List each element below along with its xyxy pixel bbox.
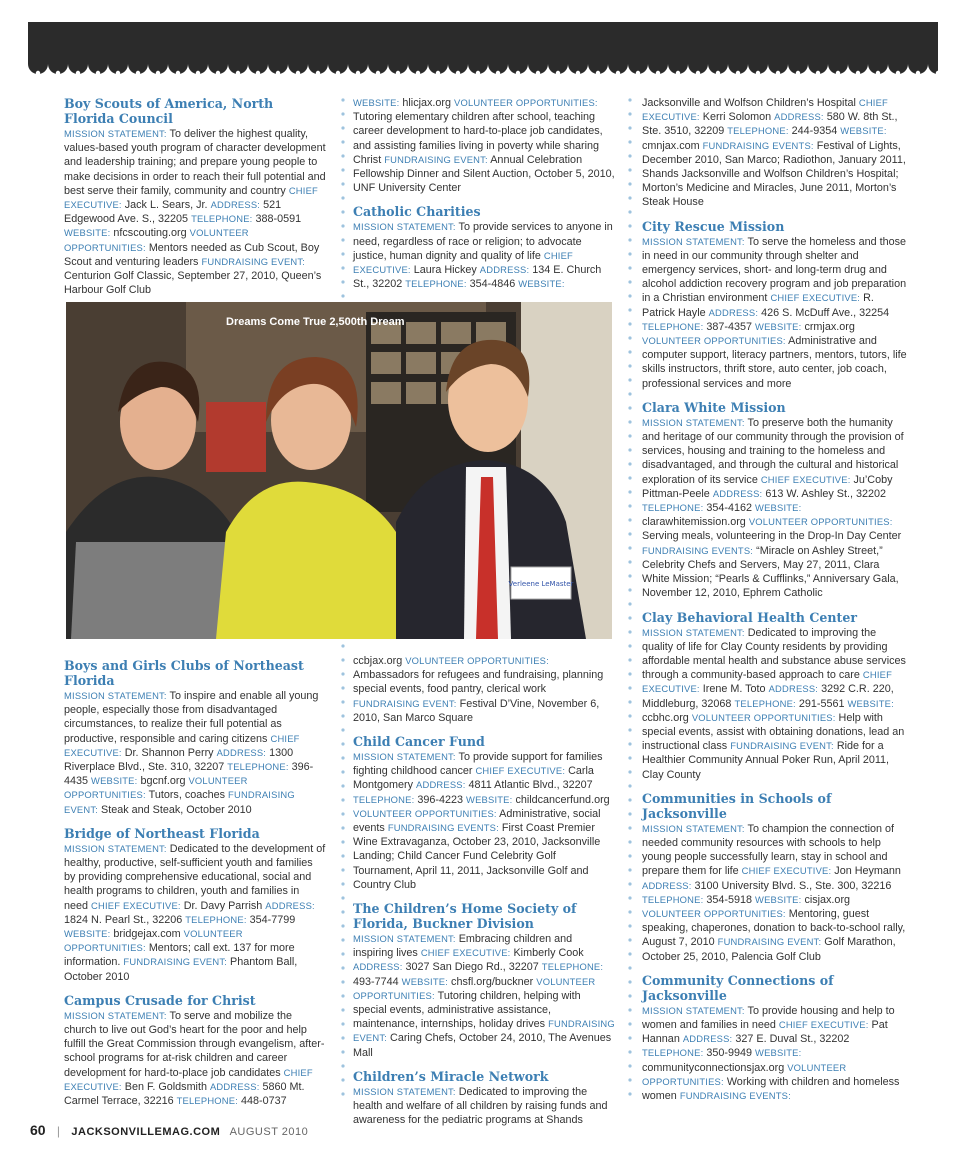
field-label: CHIEF EXECUTIVE:	[760, 473, 851, 485]
field-value: 244-9354	[791, 125, 838, 138]
directory-entry	[353, 96, 615, 195]
field-label: FUNDRAISING EVENT:	[353, 1018, 615, 1044]
field-value: Dr. Davy Parrish	[183, 899, 263, 912]
field-label: MISSION STATEMENT:	[64, 842, 167, 854]
field-value: Dedicated to improving the quality of life for Clay County residents by providing affordable mental health and substance abuse services through a community-based approach to care	[642, 626, 906, 682]
field-value: bgcnf.org	[140, 775, 186, 788]
field-value: 580 W. 8th St., Ste. 3510, 32209	[642, 111, 898, 138]
field-label: MISSION STATEMENT:	[353, 933, 456, 945]
field-label: TELEPHONE:	[185, 913, 247, 925]
field-value: 327 E. Duval St., 32202	[735, 1033, 850, 1046]
entry-body	[642, 96, 907, 210]
field-value: 5860 Mt. Carmel Terrace, 32216	[64, 1080, 305, 1108]
field-value: chsfl.org/buckner	[451, 975, 534, 988]
field-value: Golf Marathon, October 25, 2010, Palencia Golf Club	[642, 936, 896, 963]
field-value: 291-5561	[798, 697, 845, 710]
field-value: Irene M. Toto	[702, 683, 766, 696]
field-value: To preserve both the humanity and heritage of our community through the provision of services, housing and training to the homeless and disadvantaged, and through the cultural and historical exploration of its service	[642, 416, 904, 486]
entry-title: Children’s Miracle Network	[353, 1068, 549, 1084]
field-label: VOLUNTEER OPPORTUNITIES:	[691, 711, 836, 723]
field-label: TELEPHONE:	[541, 961, 604, 973]
field-label: MISSION STATEMENT:	[642, 416, 745, 428]
field-label: ADDRESS:	[210, 199, 261, 211]
column-2-top	[353, 96, 615, 300]
field-label: MISSION STATEMENT:	[642, 626, 745, 638]
field-label: TELEPHONE:	[642, 320, 704, 332]
field-label: VOLUNTEER OPPORTUNITIES:	[64, 928, 243, 954]
entry-title: Child Cancer Fund	[353, 734, 485, 750]
field-label: FUNDRAISING EVENTS:	[679, 1089, 791, 1101]
field-value: Laura Hickey	[413, 264, 477, 277]
field-label: TELEPHONE:	[191, 213, 253, 225]
field-label: CHIEF EXECUTIVE:	[353, 249, 573, 276]
field-value: cisjax.org	[804, 893, 851, 906]
entry-title: The Children’s Home Society of Florida, Buckner Division	[353, 901, 577, 932]
entry-title: Communities in Schools of Jacksonville	[642, 790, 832, 821]
column-3	[642, 96, 907, 1112]
field-value: Administrative, social events	[353, 807, 601, 835]
field-label: CHIEF EXECUTIVE:	[778, 1018, 869, 1030]
field-value: 426 S. McDuff Ave., 32254	[761, 306, 890, 319]
field-label: FUNDRAISING EVENT:	[64, 789, 295, 815]
field-value: ccbhc.org	[642, 711, 689, 724]
field-label: ADDRESS:	[209, 1080, 260, 1092]
field-value: 448-0737	[241, 1095, 287, 1108]
field-label: FUNDRAISING EVENT:	[123, 956, 228, 968]
field-label: TELEPHONE:	[734, 697, 796, 709]
issue-date: AUGUST 2010	[229, 1126, 309, 1138]
entry-body	[642, 822, 907, 964]
photo-illustration	[66, 302, 612, 639]
event-photo	[66, 302, 612, 639]
field-label: WEBSITE:	[755, 1047, 802, 1059]
field-value: Kimberly Cook	[513, 947, 584, 960]
field-label: WEBSITE:	[518, 278, 565, 290]
field-label: VOLUNTEER OPPORTUNITIES:	[454, 97, 598, 108]
field-label: WEBSITE:	[353, 97, 400, 108]
field-label: TELEPHONE:	[727, 125, 789, 137]
field-label: ADDRESS:	[216, 746, 267, 758]
field-value: Ride for a Healthier Community Annual Poker Run, April 2011, Clay County	[642, 740, 890, 781]
field-value: 1300 Riverplace Blvd., Ste. 310, 32207	[64, 746, 294, 774]
directory-entry	[64, 826, 326, 984]
field-value: To serve and mobilize the church to live out God’s heart for the poor and help fulfill the Great Commission through evangelism, after-school programs for at-risk children and career development for hard-to-place job candidates	[64, 1009, 325, 1079]
entry-body	[642, 235, 907, 391]
field-value: Tutoring elementary children after school, teaching career development to hard-to-place job candidates, and assisting families living in poverty while sharing Christ	[353, 111, 603, 166]
directory-entry	[64, 993, 326, 1108]
field-value: To provide support for families fighting childhood cancer	[353, 751, 603, 778]
field-value: 521 Edgewood Ave. S., 32205	[64, 199, 282, 226]
field-value: 1824 N. Pearl St., 32206	[64, 913, 183, 926]
field-label: MISSION STATEMENT:	[64, 690, 167, 701]
field-value: Ambassadors for refugees and fundraising, planning special events, food pantry, clerical work	[353, 669, 604, 696]
field-label: VOLUNTEER OPPORTUNITIES:	[405, 655, 549, 666]
field-value: clarawhitemission.org	[642, 516, 746, 529]
field-label: FUNDRAISING EVENTS:	[387, 822, 499, 834]
field-label: WEBSITE:	[64, 928, 111, 940]
field-value: Caring Chefs, October 24, 2010, The Avenues Mall	[353, 1032, 612, 1059]
field-value: Steak and Steak, October 2010	[101, 803, 252, 816]
directory-entry	[642, 610, 907, 782]
field-label: CHIEF EXECUTIVE:	[64, 184, 318, 211]
field-value: 354-4846	[469, 278, 516, 291]
field-value: Kerri Solomon	[702, 111, 772, 124]
field-label: TELEPHONE:	[227, 761, 289, 773]
entry-body	[642, 1004, 907, 1103]
directory-entry	[642, 791, 907, 964]
field-label: CHIEF EXECUTIVE:	[91, 899, 181, 911]
field-value: Dedicated to the development of healthy, productive, self-sufficient youth and families by providing comprehensive educational, social and health programs to children, youth and families in need	[64, 842, 326, 912]
entry-title: City Rescue Mission	[642, 218, 785, 234]
field-label: WEBSITE:	[840, 125, 887, 137]
field-label: CHIEF EXECUTIVE:	[64, 732, 300, 758]
entry-title: Clay Behavioral Health Center	[642, 609, 857, 625]
field-value: 350-9949	[706, 1047, 753, 1060]
field-label: VOLUNTEER OPPORTUNITIES:	[353, 975, 596, 1001]
field-label: TELEPHONE:	[405, 278, 467, 290]
entry-body	[64, 1009, 326, 1108]
entry-title: Boy Scouts of America, North Florida Council	[64, 96, 274, 126]
field-label: ADDRESS:	[416, 779, 466, 791]
entry-body	[642, 416, 907, 601]
field-label: MISSION STATEMENT:	[642, 1004, 745, 1016]
field-label: CHIEF EXECUTIVE:	[64, 1066, 313, 1092]
field-value: 493-7744	[353, 975, 399, 988]
field-value: 354-7799	[249, 913, 296, 926]
directory-entry	[353, 1069, 615, 1128]
field-label: MISSION STATEMENT:	[642, 235, 745, 247]
field-label: MISSION STATEMENT:	[64, 128, 167, 139]
field-value: 354-4162	[706, 502, 753, 515]
entry-body	[642, 626, 907, 782]
field-value: 396-4223	[417, 793, 464, 806]
entry-body	[64, 689, 326, 817]
field-label: MISSION STATEMENT:	[353, 1085, 456, 1097]
field-label: ADDRESS:	[712, 487, 763, 499]
entry-body	[353, 750, 615, 892]
field-label: ADDRESS:	[265, 899, 315, 911]
field-value: Jack L. Sears, Jr.	[124, 199, 208, 212]
entry-title: Boys and Girls Clubs of Northeast Florida	[64, 658, 304, 688]
entry-title: Catholic Charities	[353, 204, 481, 220]
field-value: R. Patrick Hayle	[642, 292, 874, 319]
field-value: Jon Heymann	[834, 865, 901, 878]
field-label: VOLUNTEER OPPORTUNITIES:	[642, 335, 786, 347]
field-value: Serving meals, volunteering in the Drop-In Day Center	[642, 530, 902, 543]
directory-entry	[353, 204, 615, 291]
directory-entry	[353, 901, 615, 1060]
name-badge-text: Verleene LeMaster	[508, 580, 574, 588]
field-label: WEBSITE:	[755, 893, 802, 905]
field-value: Annual Celebration Fellowship Dinner and Silent Auction, October 5, 2010, UNF University Center	[353, 153, 615, 195]
field-value: Festival D’Vine, November 6, 2010, San Marco Square	[353, 697, 600, 724]
field-label: WEBSITE:	[91, 775, 138, 787]
field-value: Administrative and computer support, literacy partners, mentors, tutors, life skills instructors, thrift store, auto center, job coach, professional services and more	[642, 335, 907, 390]
photo-caption: Dreams Come True 2,500th Dream	[226, 316, 405, 328]
field-value: Centurion Golf Classic, September 27, 2010, Queen’s Harbour Golf Club	[64, 270, 322, 297]
field-value: cmnjax.com	[642, 139, 700, 152]
column-1-bottom	[64, 658, 326, 1117]
field-label: MISSION STATEMENT:	[353, 751, 456, 763]
field-value: To champion the connection of needed community resources with schools to help young people successfully learn, stay in school and prepare them for life	[642, 822, 895, 878]
field-value: Pat Hannan	[642, 1018, 888, 1046]
entry-body	[64, 127, 326, 297]
field-value: nfcscouting.org	[113, 227, 187, 240]
field-value: Mentors; call ext. 137 for more information.	[64, 942, 295, 969]
field-label: WEBSITE:	[466, 793, 513, 805]
field-label: VOLUNTEER OPPORTUNITIES:	[64, 775, 248, 801]
field-value: crmjax.org	[804, 320, 855, 333]
entry-body	[353, 932, 615, 1060]
directory-entry	[642, 219, 907, 391]
field-label: CHIEF EXECUTIVE:	[770, 292, 861, 304]
field-label: TELEPHONE:	[353, 793, 415, 805]
field-value: Tutoring children, helping with special events, administrative assistance, maintenance, internships, holiday drives	[353, 989, 581, 1031]
field-label: FUNDRAISING EVENT:	[717, 936, 822, 948]
field-value: 3100 University Blvd. S., Ste. 300, 32216	[694, 879, 892, 892]
field-value: 387-4357	[706, 320, 753, 333]
scalloped-border	[28, 64, 938, 84]
entry-title: Community Connections of Jacksonville	[642, 972, 834, 1003]
field-label: ADDRESS:	[708, 306, 759, 318]
field-label: FUNDRAISING EVENT:	[353, 697, 457, 709]
field-value: 3027 San Diego Rd., 32207	[405, 961, 539, 974]
field-value: To provide services to anyone in need, regardless of race or religion; to advocate justice, human dignity and quality of life	[353, 221, 613, 262]
entry-body	[353, 96, 615, 195]
entry-title: Campus Crusade for Christ	[64, 992, 256, 1008]
field-value: hlicjax.org	[402, 97, 452, 109]
field-label: FUNDRAISING EVENTS:	[702, 139, 814, 151]
field-value: Jacksonville and Wolfson Children’s Hospital	[642, 97, 856, 109]
field-label: VOLUNTEER OPPORTUNITIES:	[353, 807, 497, 819]
field-value: childcancerfund.org	[515, 793, 610, 806]
entry-title: Clara White Mission	[642, 399, 786, 415]
entry-title: Bridge of Northeast Florida	[64, 825, 260, 841]
field-label: TELEPHONE:	[642, 893, 704, 905]
field-label: TELEPHONE:	[642, 502, 704, 514]
field-value: 4811 Atlantic Blvd., 32207	[468, 779, 593, 792]
field-label: WEBSITE:	[755, 502, 802, 514]
field-label: ADDRESS:	[642, 879, 692, 891]
field-value: 354-5918	[706, 893, 753, 906]
field-value: 3292 C.R. 220, Middleburg, 32068	[642, 683, 894, 710]
field-label: VOLUNTEER OPPORTUNITIES:	[642, 1061, 847, 1087]
field-label: ADDRESS:	[479, 264, 530, 276]
field-label: FUNDRAISING EVENT:	[384, 153, 488, 165]
field-value: First Coast Premier Wine Extravaganza, October 23, 2010, Jacksonville Landing; Child Cancer Fund Celebrity Golf Tournament, April 11, 2011, Jacksonville Golf and Country Club	[353, 822, 601, 891]
directory-entry	[64, 658, 326, 817]
field-label: CHIEF EXECUTIVE:	[642, 97, 888, 123]
field-value: To deliver the highest quality, values-based youth program of character development and leadership training; and prepare young people to make decisions in order to reach their full potential and best serve their family, community and country	[64, 128, 326, 197]
field-value: Dr. Shannon Perry	[124, 746, 214, 759]
page-number: 60	[30, 1122, 46, 1138]
field-value: Ju’Coby Pittman-Peele	[642, 473, 893, 500]
field-label: MISSION STATEMENT:	[64, 1009, 167, 1021]
directory-entry	[642, 400, 907, 601]
entry-body	[353, 1085, 615, 1128]
field-value: 134 E. Church St., 32202	[353, 264, 602, 291]
column-1-top	[64, 96, 326, 306]
field-label: ADDRESS:	[682, 1033, 733, 1045]
field-value: Carla Montgomery	[353, 765, 594, 792]
field-label: WEBSITE:	[755, 320, 802, 332]
field-value: Help with special events, assist with obtaining donations, lead an instructional class	[642, 711, 905, 753]
field-label: VOLUNTEER OPPORTUNITIES:	[748, 516, 893, 528]
field-label: CHIEF EXECUTIVE:	[642, 669, 892, 695]
field-value: bridgejax.com	[113, 928, 181, 941]
field-value: Mentors needed as Cub Scout, Boy Scout and venturing leaders	[64, 241, 320, 268]
field-label: ADDRESS:	[768, 683, 819, 695]
directory-entry	[64, 96, 326, 297]
page-footer	[30, 1122, 308, 1138]
entry-body	[64, 842, 326, 984]
field-value: 388-0591	[255, 213, 302, 226]
footer-separator: |	[56, 1124, 61, 1138]
field-label: TELEPHONE:	[176, 1095, 239, 1107]
field-value: To inspire and enable all young people, especially those from disadvantaged circumstances, to realize their full potential as productive, responsible and caring citizens	[64, 690, 319, 745]
field-label: WEBSITE:	[64, 227, 111, 239]
field-value: Embracing children and inspiring lives	[353, 933, 573, 960]
field-label: CHIEF EXECUTIVE:	[741, 865, 832, 877]
field-value: Working with children and homeless women	[642, 1075, 900, 1102]
field-label: CHIEF EXECUTIVE:	[475, 765, 566, 777]
field-label: WEBSITE:	[847, 697, 894, 709]
field-label: FUNDRAISING EVENTS:	[642, 544, 754, 556]
field-label: CHIEF EXECUTIVE:	[420, 947, 511, 959]
field-label: TELEPHONE:	[642, 1047, 704, 1059]
field-label: FUNDRAISING EVENT:	[201, 255, 306, 267]
column-2-bottom	[353, 654, 615, 1136]
directory-entry	[353, 654, 615, 725]
field-label: ADDRESS:	[774, 111, 824, 123]
field-value: Mentoring, guest speaking, chaperones, donation to back-to-school rally, August 7, 2010	[642, 907, 906, 949]
field-value: Phantom Ball, October 2010	[64, 956, 298, 983]
directory-entry	[353, 734, 615, 892]
directory-entry	[642, 973, 907, 1103]
field-label: VOLUNTEER OPPORTUNITIES:	[642, 907, 786, 919]
field-value: 613 W. Ashley St., 32202	[765, 487, 887, 500]
field-value: Festival of Lights, December 2010, San Marco; Radiothon, January 2011, Shands Jacksonville and Wolfson Children’s Hospital; Morton’s Medicine and Miracles, June 2011, Morton’s Steak House	[642, 139, 906, 209]
entry-body	[353, 220, 615, 291]
field-label: VOLUNTEER OPPORTUNITIES:	[64, 227, 249, 253]
entry-body	[353, 654, 615, 725]
field-label: WEBSITE:	[401, 975, 449, 987]
field-value: To serve the homeless and those in need in our community through shelter and emergency services, short- and long-term drug and alcohol addiction recovery program and job preparation in a Christian environment	[642, 235, 907, 305]
field-value: Tutors, coaches	[148, 789, 226, 802]
field-label: FUNDRAISING EVENT:	[730, 740, 834, 752]
field-value: Ben F. Goldsmith	[124, 1080, 207, 1093]
field-value: “Miracle on Ashley Street,” Celebrity Chefs and Servers, May 27, 2011, Clara White Mission; “Pearls & Cufflinks,” Anniversary Gala, November 12, 2010, Ephrem Catholic	[642, 544, 899, 600]
field-label: ADDRESS:	[353, 961, 403, 973]
field-value: ccbjax.org	[353, 655, 403, 667]
field-value: communityconnectionsjax.org	[642, 1061, 785, 1074]
field-label: MISSION STATEMENT:	[353, 221, 456, 233]
field-value: Dedicated to improving the health and welfare of all children by raising funds and awareness for the pediatric programs at Shands	[353, 1085, 608, 1127]
field-value: To provide housing and help to women and families in need	[642, 1004, 895, 1031]
magazine-url: JACKSONVILLEMAG.COM	[71, 1126, 221, 1138]
field-label: MISSION STATEMENT:	[642, 822, 745, 834]
directory-entry	[642, 96, 907, 210]
column-divider-dots-right	[626, 96, 634, 1106]
field-value: 396-4435	[64, 761, 314, 788]
header-band	[28, 22, 938, 64]
